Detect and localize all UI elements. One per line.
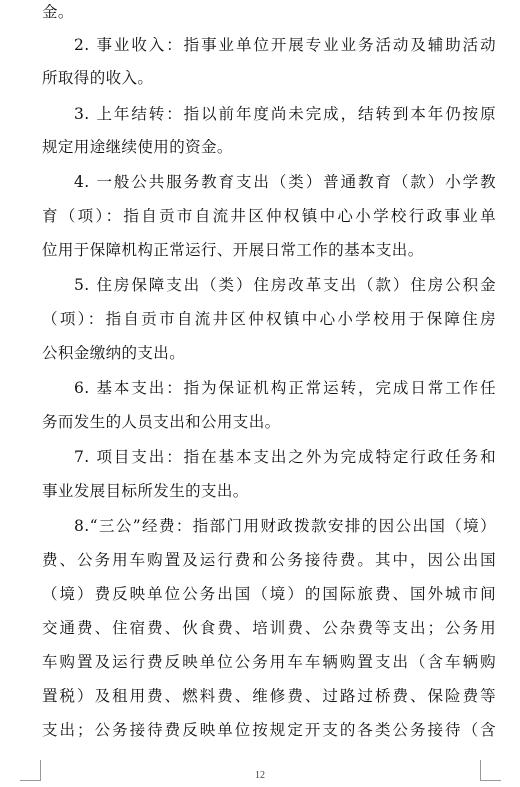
paragraph-2-line-2: 所取得的收入。 xyxy=(42,69,154,87)
paragraph-4-line-2: 育（项）：指自贡市自流井区仲权镇中心小学校行政事业单 xyxy=(42,207,496,225)
paragraph-8-line-5: 车购置及运行费反映单位公务用车车辆购置支出（含车辆购 xyxy=(42,653,496,671)
paragraph-4-line-1: 4. 一般公共服务教育支出（类）普通教育（款）小学教 xyxy=(74,173,496,191)
paragraph-7-line-1: 7. 项目支出：指在基本支出之外为完成特定行政任务和 xyxy=(74,448,496,466)
paragraph-8-line-4: 交通费、住宿费、伙食费、培训费、公杂费等支出；公务用 xyxy=(42,619,496,637)
paragraph-8-line-3: （境）费反映单位公务出国（境）的国际旅费、国外城市间 xyxy=(42,585,496,603)
paragraph-8-line-6: 置税）及租用费、燃料费、维修费、过路过桥费、保险费等 xyxy=(42,687,496,705)
paragraph-4-line-3: 位用于保障机构正常运行、开展日常工作的基本支出。 xyxy=(42,241,424,259)
paragraph-8-line-2: 费、公务用车购置及运行费和公务接待费。其中，因公出国 xyxy=(42,551,496,569)
paragraph-8-line-1: 8.“三公”经费：指部门用财政拨款安排的因公出国（境） xyxy=(74,517,496,535)
paragraph-8-line-7: 支出；公务接待费反映单位按规定开支的各类公务接待（含 xyxy=(42,721,496,739)
paragraph-2-line-1: 2. 事业收入：指事业单位开展专业业务活动及辅助活动 xyxy=(74,36,496,54)
paragraph-6-line-2: 务而发生的人员支出和公用支出。 xyxy=(42,413,281,431)
paragraph-3-line-1: 3. 上年结转：指以前年度尚未完成，结转到本年仍按原 xyxy=(74,105,496,123)
paragraph-5-line-2: （项）：指自贡市自流井区仲权镇中心小学校用于保障住房 xyxy=(42,310,496,328)
paragraph-3-line-2: 规定用途继续使用的资金。 xyxy=(42,138,233,156)
paragraph-6-line-1: 6. 基本支出：指为保证机构正常运转，完成日常工作任 xyxy=(74,379,496,397)
paragraph-5-line-3: 公积金缴纳的支出。 xyxy=(42,344,186,362)
text-line-1: 金。 xyxy=(42,3,74,21)
paragraph-5-line-1: 5. 住房保障支出（类）住房改革支出（款）住房公积金 xyxy=(74,276,496,294)
paragraph-7-line-2: 事业发展目标所发生的支出。 xyxy=(42,482,249,500)
page-number: 12 xyxy=(255,770,265,781)
